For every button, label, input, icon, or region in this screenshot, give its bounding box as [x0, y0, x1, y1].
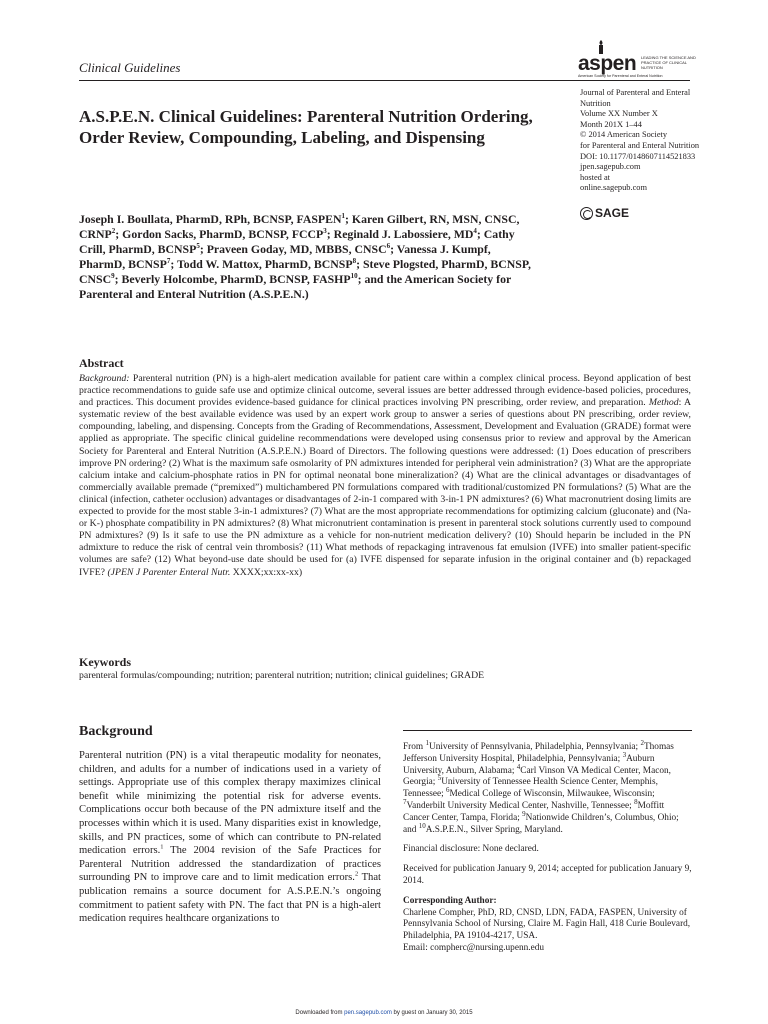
affiliation-text: Medical College of Wisconsin, Milwaukee, Wisconsin; [449, 789, 655, 800]
journal-url[interactable]: jpen.sagepub.com [580, 162, 641, 172]
author: Reginald J. Labossiere, MD [333, 227, 474, 241]
affiliation-number: 5 [437, 774, 442, 783]
journal-online-url[interactable]: online.sagepub.com [580, 183, 647, 193]
background-text: Parenteral nutrition (PN) is a vital therapeutic modality for neonates, children, and adults for a number of indications used in a variety of settings. Appropriate use of this complex therapy maximizes clinical benefit while minimizing the potential risk for adverse events. Complications occur both because of the PN admixture itself and the processes within which it is used. Many disparities exist in knowledge, skills, and PN practices, some of which can contribute to PN-related medication errors. [79, 750, 381, 857]
notes-rule [403, 730, 692, 731]
author: Praveen Goday, MD, MBBS, CNSC [206, 242, 387, 256]
affiliation-text: Moffitt Cancer Center, Tampa, Florida; [403, 800, 665, 823]
journal-doi: DOI: 10.1177/0148607114521833 [580, 151, 696, 161]
author-affiliation: 10 [350, 272, 358, 281]
author: Cathy Crill, PharmD, BCNSP [79, 227, 515, 256]
journal-name-1: Journal of Parenteral and Enteral [580, 88, 691, 97]
journal-info [580, 88, 700, 194]
corresponding-email[interactable]: Email: compherc@nursing.upenn.edu [403, 942, 545, 953]
author: Joseph I. Boullata, PharmD, RPh, BCNSP, FASPEN [79, 212, 342, 226]
sage-logo [580, 206, 629, 220]
affiliation-text: University of Pennsylvania, Philadelphia, Pennsylvania; [428, 742, 641, 752]
abstract-label-method: Method [648, 397, 679, 409]
financial-disclosure: Financial disclosure: None declared. [403, 844, 539, 855]
article-title: A.S.P.E.N. Clinical Guidelines: Parenteral Nutrition Ordering, Order Review, Compounding, Labeling, and Dispensing [79, 107, 533, 147]
affiliation-text: Carl Vinson VA Medical Center, Macon, Georgia; [403, 765, 671, 788]
reference-marker[interactable]: 2 [354, 870, 359, 878]
author: Gordon Sacks, PharmD, BCNSP, FCCP [122, 227, 324, 241]
logo-subline: American Society for Parenteral and Enteral Nutrition [578, 74, 663, 78]
journal-volume: Volume XX Number X [580, 109, 658, 119]
author-affiliation: 7 [166, 257, 171, 266]
affiliation-number: 4 [516, 762, 521, 771]
corresponding-heading: Corresponding Author: [403, 895, 497, 906]
footer-suffix: by guest on January 30, 2015 [391, 1010, 473, 1016]
author-affiliation: 6 [386, 242, 391, 251]
keywords-text: parenteral formulas/compounding; nutrition; parenteral nutrition; nutrition; clinical guidelines; GRADE [79, 670, 485, 681]
author-list: Joseph I. Boullata, PharmD, RPh, BCNSP, FASPEN$^1$; Karen Gilbert, RN, MSN, CNSC, CRNP$^2$; Gordon Sacks, PharmD, BCNSP, FCCP$^3$; Reginald J. Labossiere, $MD^4$; Cathy Crill, PharmD, BCNSP$^5$; Praveen Goday, MD, MBBS, CNSC$^6$; Vanessa J. Kumpf, PharmD, BCNSP$^7$; Todd W. Mattox, PharmD, BCNSP$^8$; Steve Plogsted, PharmD, BCNSP, CNSC$^9$; Beverly Holcombe, PharmD, BCNSP, FASHP$^{10}$; and the American Society for Parenteral and Enteral Nutrition (A.S.P.E.N.) [79, 212, 531, 301]
logo-tagline-2: PRACTICE OF CLINICAL NUTRITION [641, 60, 687, 70]
abstract-body [79, 373, 691, 579]
background-text: The 2004 revision of the Safe Practices for Parenteral Nutrition addressed the standardization of practices surrounding PN to improve care and to limit medication errors. [79, 845, 381, 884]
article-notes [403, 738, 692, 963]
affiliation-text: Thomas Jefferson University Hospital, Philadelphia, Pennsylvania; [403, 742, 674, 764]
abstract-citation: (JPEN J Parenter Enteral Nutr. [107, 566, 231, 578]
author-affiliation: 3 [323, 227, 327, 236]
footer-link[interactable]: pen.sagepub.com [344, 1010, 392, 1016]
header-rule [79, 80, 690, 81]
author-affiliation: 4 [473, 227, 477, 236]
author: Vanessa J. Kumpf, PharmD, BCNSP [79, 242, 491, 271]
background-body [79, 749, 381, 926]
affiliation-prefix: From [403, 742, 426, 752]
author: Todd W. Mattox, PharmD, BCNSP [177, 257, 353, 271]
background-heading: Background [79, 724, 153, 739]
journal-name-2: Nutrition [580, 98, 611, 108]
author-affiliation: 2 [111, 227, 116, 236]
sage-circle-icon [580, 207, 593, 220]
affiliation-number: 2 [640, 738, 644, 747]
download-footer [0, 1010, 768, 1016]
author-affiliation: 8 [352, 257, 357, 266]
journal-copyright-2: for Parenteral and Enteral Nutrition [580, 140, 700, 150]
affiliation-text: University of Tennessee Health Science Center, Memphis, Tennessee; [403, 777, 658, 800]
author: Beverly Holcombe, PharmD, BCNSP, FASHP [121, 272, 351, 286]
journal-copyright-1: © 2014 American Society [580, 130, 668, 140]
corresponding-author [403, 896, 692, 955]
affiliation-text: Nationwide Children’s, Columbus, Ohio; and [403, 812, 679, 835]
affiliation-text: A.S.P.E.N., Silver Spring, Maryland. [425, 824, 563, 835]
journal-date: Month 201X 1–44 [580, 119, 642, 129]
logo-wordmark: aspen [578, 52, 637, 75]
background-text: That publication remains a source document for A.S.P.E.N.’s ongoing commitment to patient safety with PN. The fact that PN is a high-alert medication requires healthcare organizations to [79, 872, 381, 925]
author-group: ; and the American Society for Parenteral and Enteral Nutrition (A.S.P.E.N.) [79, 272, 512, 301]
affiliation-number: 1 [425, 738, 429, 747]
abstract-heading: Abstract [79, 356, 124, 370]
footer-prefix: Downloaded from [295, 1010, 345, 1016]
author-affiliation: 9 [111, 272, 115, 281]
author-affiliation: 1 [341, 212, 346, 221]
logo-tagline-1: LEADING THE SCIENCE AND [641, 55, 696, 60]
affiliation-number: 9 [522, 809, 526, 818]
affiliation-number: 10 [418, 821, 426, 830]
publication-dates: Received for publication January 9, 2014; accepted for publication January 9, 2014. [403, 864, 692, 886]
corresponding-details: Charlene Compher, PhD, RD, CNSD, LDN, FADA, FASPEN, University of Pennsylvania School of Nursing, Claire M. Fagin Hall, 418 Curie Boulevard, Philadelphia, PA 19104-4217, USA. [403, 907, 691, 942]
abstract-text-background: Parenteral nutrition (PN) is a high-alert medication available for patient care within a complex clinical process. Beyond application of best practice recommendations to guide safe use and optimize clinical outcome, several issues are better addressed through evidence-based policies, procedures, and practices. This document provides evidence-based guidance for clinical practices involving PN prescribing, order review, and preparation. [79, 373, 691, 409]
author: Karen Gilbert, RN, MSN, CNSC, CRNP [79, 212, 520, 241]
affiliation-number: 6 [445, 786, 450, 795]
journal-hosted: hosted at [580, 172, 611, 182]
author-affiliation: 5 [196, 242, 200, 251]
abstract-label-background: Background: [79, 373, 130, 384]
affiliation-number: 3 [622, 750, 627, 759]
affiliation-text: Auburn University, Auburn, Alabama; [403, 753, 655, 776]
affiliations [403, 738, 692, 836]
abstract-text-method: : A systematic review of the best available evidence was used by an expert work group to answer a series of questions about PN prescribing, order review, compounding, labeling, and dispensing. Concepts from the Grading of Recommendations, Assessment, Development and Evaluation (GRADE) format were applied as appropriate. The specific clinical guideline recommendations were developed using consensus prior to review and approval by the American Society for Parenteral and Enteral Nutrition (A.S.P.E.N.) Board of Directors. The following questions were addressed: (1) Does education of prescribers improve PN ordering? (2) What is the maximum safe osmolarity of PN admixtures intended for peripheral vein administration? (3) What are the appropriate calcium intake and calcium-phosphate ratios in PN for optimal neonatal bone mineralization? (4) What are the clinical advantages or disadvantages of commercially available premade (“premixed”) multichambered PN formulations compared with traditional/customized PN formulations? (5) What are the clinical (infection, catheter occlusion) advantages or disadvantages of 2-in-1 compared with 3-in-1 PN admixtures? (6) What macronutrient dosing limits are expected to provide for the most stable 3-in-1 admixtures? (7) What are the most appropriate recommendations for optimizing calcium (gluconate) and (Na- or K-) phosphate compatibility in PN admixtures? (8) What micronutrient contamination is present in parenteral stock solutions currently used to compound PN admixtures? (9) Is it safe to use the PN admixture as a vehicle for non-nutrient medication delivery? (10) Should heparin be included in the PN admixture to reduce the risk of central vein thrombosis? (11) What methods of repackaging intravenous fat emulsion (IVFE) into smaller patient-specific volumes are safe? (12) What beyond-use date should be used for (a) IVFE dispensed for separate infusion in the original container and (b) repackaged IVFE? [79, 397, 692, 578]
section-label: Clinical Guidelines [79, 60, 181, 75]
affiliation-number: 7 [403, 797, 407, 806]
aspen-logo [578, 38, 698, 78]
abstract-citation-tail: XXXX;xx:xx-xx) [230, 566, 303, 578]
author: Steve Plogsted, PharmD, BCNSP, CNSC [79, 257, 531, 286]
reference-marker[interactable]: 1 [160, 843, 164, 851]
keywords-heading: Keywords [79, 655, 131, 669]
sage-wordmark: SAGE [595, 206, 630, 220]
affiliation-number: 8 [634, 797, 638, 806]
affiliation-text: Vanderbilt University Medical Center, Nashville, Tennessee; [406, 800, 635, 811]
logo-tagline [641, 55, 701, 70]
